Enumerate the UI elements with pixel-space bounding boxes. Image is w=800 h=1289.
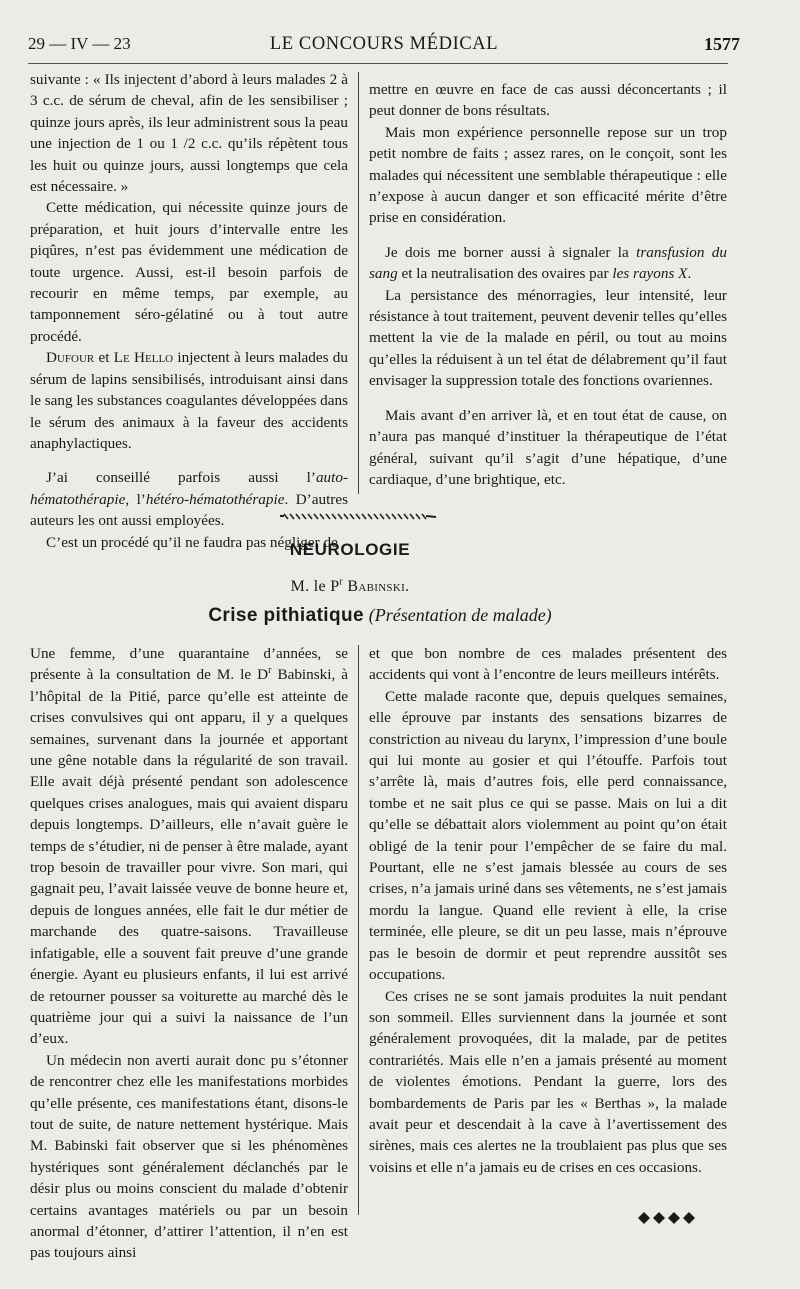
text-run: Une femme, d’une quarantaine d’années, se présente à la consultation de M. le D [30, 645, 348, 684]
superscript: r [268, 665, 272, 677]
issue-date: 29 — IV — 23 [28, 34, 131, 53]
column-rule [358, 645, 359, 1215]
term: les rayons X [612, 265, 688, 283]
article-title [0, 605, 760, 627]
column-rule [358, 72, 359, 494]
paragraph [30, 643, 348, 1050]
page-header [28, 34, 740, 60]
bottom-right-column [369, 643, 727, 1178]
paragraph: Mais avant d’en arriver là, et en tout état de cause, on n’aura pas manqué d’instituer la thérapeutique de l’état général, suivant qu’il s’agit d’une hépatique, d’une cardiaque, d’une brightique, etc. [369, 406, 727, 488]
paragraph: Mais mon expérience personnelle repose sur un trop petit nombre de faits ; assez rares, on le conçoit, sont les malades qui nécessitent une semblable thérapeutique : elle n’expose à aucun danger et son efficacité mérite d’être prise en considération. [369, 123, 727, 227]
term: auto-hématothérapie [30, 469, 348, 508]
paragraph: Ces crises ne se sont jamais produites la nuit pendant son sommeil. Elles surviennent dans la journée et sont généralement provoquées, dit la malade, par de petites contrariétés. Mais elle n’en a jamais présenté au moment de violentes émotions. Pendant la guerre, lors des bombardements de Paris par les « Berthas », la malade avait peur et descendait à la cave à l’avertissement des sirènes, mais ces alertes ne la troublaient pas plus que ses voisins et elle n’a jamais eu de crises en ces occasions. [369, 987, 727, 1176]
text-run: . D’autres auteurs les ont aussi employées. [30, 490, 348, 530]
article-author [0, 578, 700, 596]
paragraph: C’est un procédé qu’il ne faudra pas négliger de [46, 533, 338, 551]
author-name: Dufour [46, 349, 95, 367]
term: hétéro-hématothérapie [145, 490, 285, 508]
text-run: J’ai conseillé parfois aussi l’ [46, 469, 316, 487]
text-run: Je dois me borner aussi à signaler la [385, 243, 637, 261]
text-run: . [687, 265, 692, 283]
text-run: , l’ [125, 490, 146, 508]
paragraph [30, 347, 348, 454]
top-right-column [369, 79, 727, 490]
hatched-divider-icon [278, 510, 438, 522]
subtitle-text: (Présentation de malade) [368, 605, 552, 625]
author-sup: r [339, 576, 344, 588]
author-name: Le Hello [113, 349, 174, 367]
paragraph: et que bon nombre de ces malades présentent des accidents qui vont à l’encontre de leurs meilleurs intérêts. [369, 645, 727, 684]
section-heading: NEUROLOGIE [289, 540, 411, 559]
paragraph: La persistance des ménorragies, leur intensité, leur résistance à tout traitement, peuvent devenir telles qu’elles mettent la vie de la malade en péril, ou tout au moins qu’elles la réduisent à un tel état de délabrement qu’il faut envisager la suppression totale des fonctions ovariennes. [369, 286, 727, 390]
term: transfusion du sang [369, 243, 727, 283]
text-run: et [94, 349, 114, 367]
paragraph: Un médecin non averti aurait donc pu s’étonner de rencontrer chez elle les manifestations morbides qu’elle présente, ces manifestations étant, disons-le tout de suite, de nature nettement hystérique. Mais M. Babinski fait observer que si les phénomènes hystériques sont généralement déclanchés par le désir plus ou moins conscient du malade d’obtenir certains avantages matériels ou par un besoin anormal d’étonner, d’attirer l’attention, il n’en est pas toujours ainsi [30, 1051, 348, 1262]
text-run: Babinski, à l’hôpital de la Pitié, parce qu’elle est atteinte de crises convulsives qui ont apparu, il y a quelques semaines, survenant dans la journée et apportant une gêne notable dans la régularité de son travail. Elle avait déjà présenté pendant son adolescence quelques crises analogues, mais qui avaient disparu depuis longtemps. D’ailleurs, elle n’avait guère le temps de s’étudier, ni de penser à être malade, ayant trop besoin de travailler pour vivre. Son mari, qui gagnait peu, l’avait laissée veuve de bonne heure et, depuis de longues années, elle fait le dur métier de marchande des quatre-saisons. Travailleuse infatigable, elle a souvent fait preuve d’une grande énergie. Ayant eu plusieurs enfants, il lui est arrivé de retourner pousser sa voiturette au marché dès le quatrième jour qui a suivi la naissance de l’un d’eux. [30, 666, 348, 1048]
top-left-column [30, 69, 348, 553]
author-prefix: M. le P [290, 578, 340, 595]
paragraph: Cette médication, qui nécessite quinze jours de préparation, et huit jours d’intervalle entre les piqûres, n’est pas évidemment une médication de toute urgence. Aussi, est-il besoin parfois de recourir en même temps, par exemple, au tamponnement séro-gélatiné ou à tout autre procédé. [30, 199, 348, 345]
text-run: et la neutralisation des ovaires par [397, 265, 613, 283]
paragraph: Cette malade raconte que, depuis quelques semaines, elle éprouve par instants des sensations bizarres de constriction au niveau du larynx, l’impression d’une boule qui lui monte au gosier et qui l’étouffe. Parfois tout s’arrête là, mais d’autres fois, elle perd connaissance, tombe et ne sait plus ce qui se passe. Mais on lui a dit qu’elle se débattait alors violemment au point qu’on était obligé de la tenir pour l’empêcher de se faire du mal. Pourtant, elle ne s’est jamais blessée au cours de ses crises, n’a jamais uriné dans ses vêtements, ne s’est jamais mordu la langue. Quand elle revient à elle, la crise terminée, elle pleure, se dit un peu lasse, mais n’éprouve pas le besoin de dormir et peut reprendre aussitôt ses occupations. [369, 687, 727, 984]
bottom-left-column [30, 643, 348, 1264]
paragraph: suivante : « Ils injectent d’abord à leurs malades 2 à 3 c.c. de sérum de cheval, afin de les sensibiliser ; quinze jours après, ils leur administrent sous la peau une injection de 1 ou 1 /2 c.c. qu’ils répètent tous les huit ou quinze jours, aussi longtemps que cela est nécessaire. » [30, 71, 348, 196]
paragraph [369, 242, 727, 285]
text-run: injectent à leurs malades du sérum de lapins sensibilisés, introduisant ainsi dans le sang les substances coagulantes développées dans le sérum des animaux à la faveur des accidents anaphylactiques. [30, 349, 348, 452]
paragraph: mettre en œuvre en face de cas aussi déconcertants ; il peut donner de bons résultats. [369, 81, 727, 120]
page-number: 1577 [704, 34, 740, 54]
title-text: Crise pithiatique [208, 605, 364, 626]
author-name: Babinski. [347, 578, 410, 595]
four-diamond-fleuron-icon [636, 1211, 698, 1225]
header-rule [28, 63, 728, 64]
journal-title: LE CONCOURS MÉDICAL [269, 34, 499, 54]
